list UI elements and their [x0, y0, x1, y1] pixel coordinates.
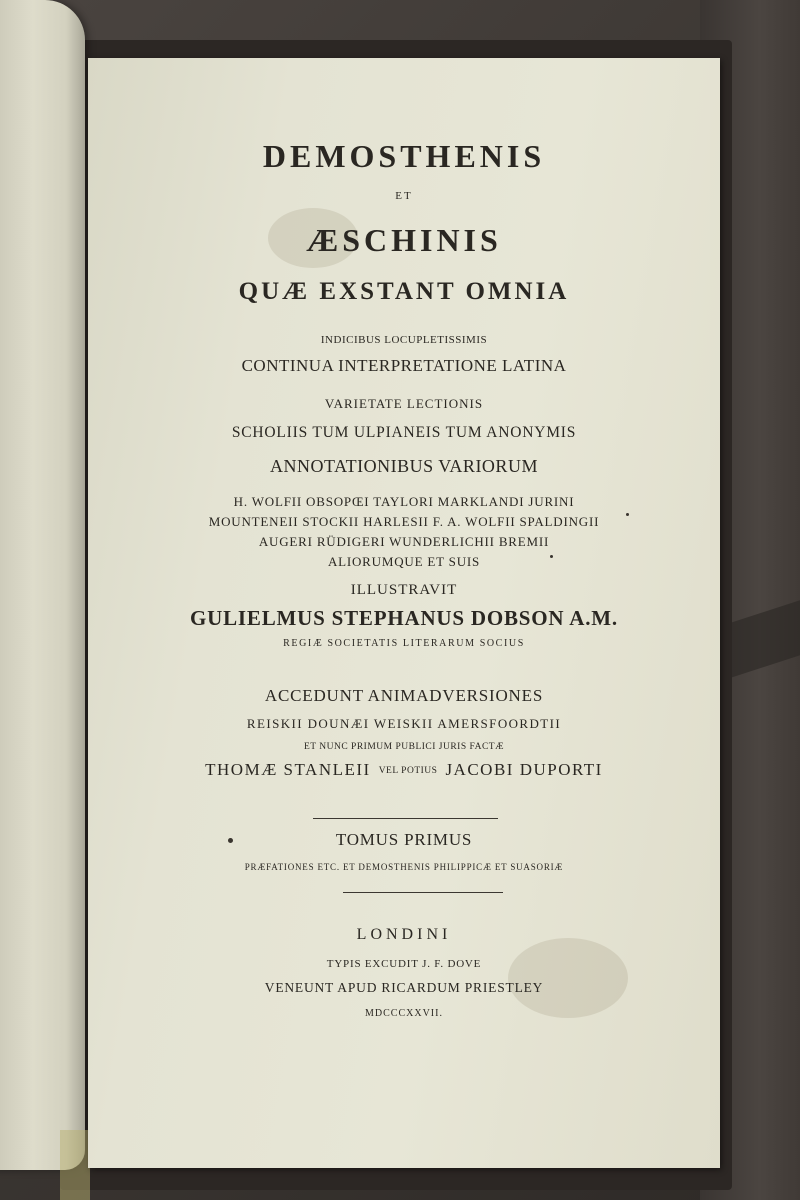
line-stanleii-duporti: [88, 760, 720, 780]
commentators-line: AUGERI RÜDIGERI WUNDERLICHII BREMII: [258, 534, 550, 549]
commentators-line: ALIORUMQUE ET SUIS: [327, 554, 481, 569]
title-page: [88, 58, 720, 1168]
commentators-line: H. WOLFII OBSOPŒI TAYLORI MARKLANDI JURINI: [233, 494, 575, 509]
line-accedunt: ACCEDUNT ANIMADVERSIONES: [264, 686, 544, 705]
left-page-curl: [0, 0, 85, 1170]
imprint-printer: TYPIS EXCUDIT J. F. DOVE: [326, 958, 482, 970]
thomae-stanleii: THOMÆ STANLEII: [205, 760, 371, 779]
title-line-subtitle: QUÆ EXSTANT OMNIA: [238, 278, 570, 305]
line-et-nunc: ET NUNC PRIMUM PUBLICI JURIS FACTÆ: [303, 742, 505, 752]
volume-label: TOMUS PRIMUS: [335, 830, 473, 849]
imprint-seller: VENEUNT APUD RICARDUM PRIESTLEY: [264, 980, 544, 995]
commentators-line: MOUNTENEII STOCKII HARLESII F. A. WOLFII SPALDINGII: [208, 514, 600, 529]
editor-affiliation: REGIÆ SOCIETATIS LITERARUM SOCIUS: [283, 638, 525, 649]
editor-name: GULIELMUS STEPHANUS DOBSON A.M.: [190, 606, 618, 630]
jacobi-duporti: JACOBI DUPORTI: [445, 760, 603, 779]
divider-rule: [343, 892, 503, 893]
line-varietate: VARIETATE LECTIONIS: [324, 396, 484, 411]
divider-rule: [313, 818, 498, 819]
vel-potius: VEL POTIUS: [378, 766, 438, 777]
page-speck: [228, 838, 233, 843]
imprint-place: LONDINI: [356, 926, 452, 943]
line-illustravit: ILLUSTRAVIT: [350, 582, 458, 598]
volume-contents: PRÆFATIONES ETC. ET DEMOSTHENIS PHILIPPICÆ ET SUASORIÆ: [244, 862, 564, 872]
line-continua: CONTINUA INTERPRETATIONE LATINA: [241, 356, 567, 375]
line-indicibus: INDICIBUS LOCUPLETISSIMIS: [320, 334, 488, 346]
left-page-edge: [60, 1130, 90, 1200]
line-scholiis: SCHOLIIS TUM ULPIANEIS TUM ANONYMIS: [231, 424, 577, 441]
page-speck: [626, 513, 629, 516]
title-conjunction: ET: [395, 190, 413, 202]
title-line-aeschinis: ÆSCHINIS: [306, 222, 502, 258]
title-line-demosthenis: DEMOSTHENIS: [262, 138, 546, 174]
page-stain: [508, 938, 628, 1018]
line-annotationibus: ANNOTATIONIBUS VARIORUM: [270, 456, 538, 476]
imprint-date: MDCCCXXVII.: [365, 1008, 443, 1019]
line-reiskii: REISKII DOUNÆI WEISKII AMERSFOORDTII: [246, 716, 562, 731]
page-speck: [550, 555, 553, 558]
